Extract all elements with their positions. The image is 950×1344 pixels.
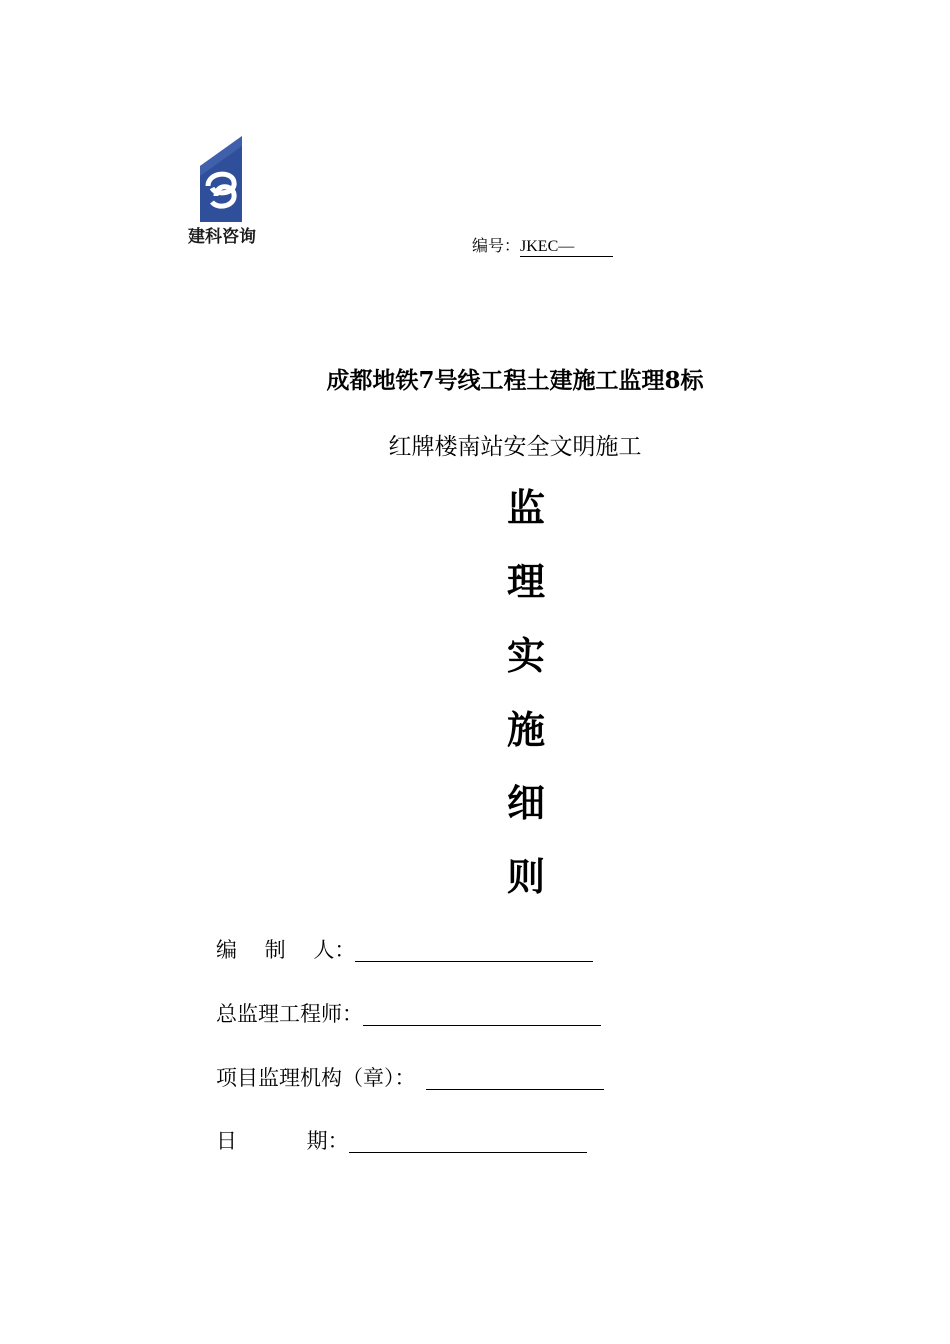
- main-title-char: 理: [506, 559, 545, 604]
- compiler-blank-line: [355, 960, 593, 962]
- main-title-char: 则: [506, 854, 545, 899]
- main-title-char: 施: [506, 707, 545, 752]
- company-logo: [172, 126, 272, 246]
- project-subtitle: 红牌楼南站安全文明施工: [388, 434, 642, 460]
- document-number-value: JKEC—: [520, 238, 613, 257]
- supervision-office-blank-line: [426, 1088, 604, 1090]
- logo-text: 建科咨询: [188, 227, 256, 247]
- date-blank-line: [349, 1151, 587, 1153]
- project-title: 成都地铁7号线工程土建施工监理8标: [326, 367, 704, 394]
- chief-engineer-field: [216, 998, 601, 1028]
- chief-engineer-blank-line: [363, 1024, 601, 1026]
- supervision-office-field: [216, 1062, 604, 1092]
- compiler-label: 编 制 人：: [216, 938, 356, 962]
- date-label: 日 期：: [216, 1129, 349, 1153]
- main-title-char: 细: [506, 780, 545, 825]
- supervision-office-label: 项目监理机构（章）：: [216, 1066, 416, 1090]
- document-number: [472, 233, 613, 257]
- document-number-label: 编号：: [472, 236, 521, 255]
- chief-engineer-label: 总监理工程师：: [216, 1002, 363, 1026]
- main-title-char: 实: [506, 633, 545, 678]
- logo-emblem-icon: [172, 126, 272, 222]
- main-title-char: 监: [506, 485, 545, 530]
- date-field: [216, 1125, 587, 1155]
- compiler-field: [216, 934, 593, 964]
